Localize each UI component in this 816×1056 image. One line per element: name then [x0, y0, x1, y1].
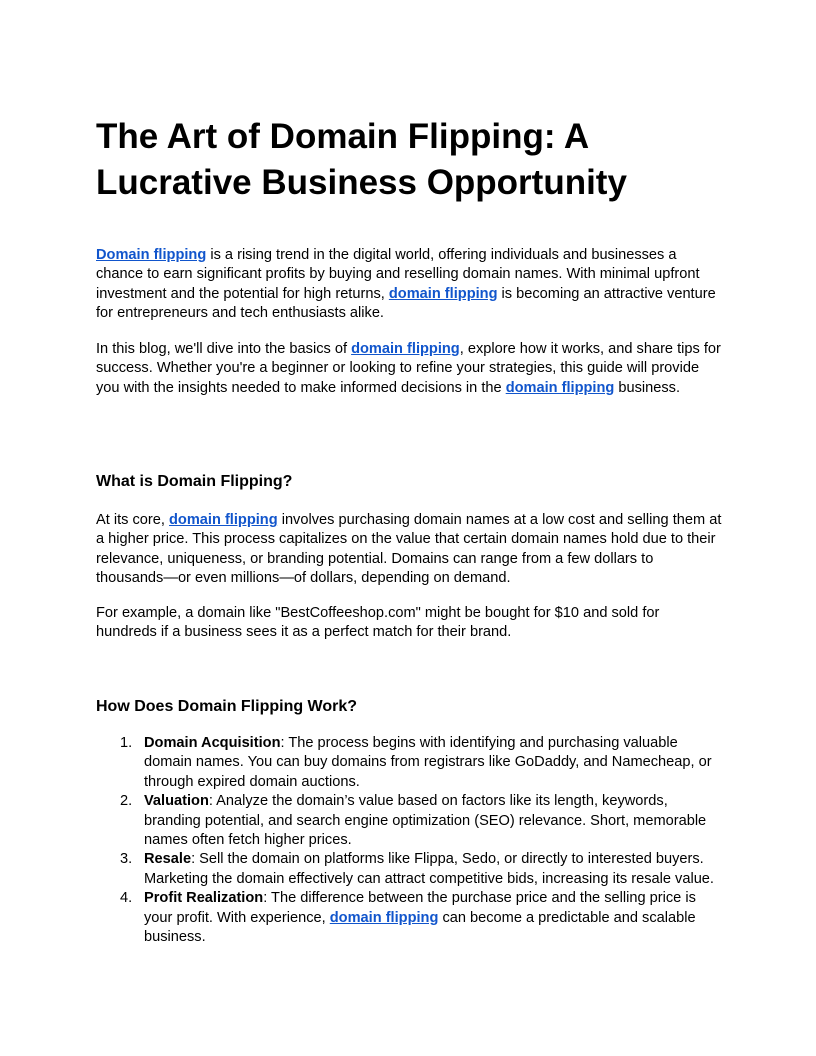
domain-flipping-link[interactable]: domain flipping	[169, 512, 278, 528]
section-heading-what-is: What is Domain Flipping?	[96, 473, 293, 490]
what-is-p1-text-1: At its core,	[96, 512, 169, 528]
list-item-term: Resale	[144, 851, 192, 868]
list-item-term: Profit Realization	[144, 890, 264, 907]
list-item-number: 3.	[120, 851, 133, 868]
list-item	[96, 792, 724, 850]
what-is-paragraph-2: For example, a domain like "BestCoffeeshop.com" might be bought for $10 and sold for hundreds if a business sees it as a perfect match for their brand.	[96, 605, 660, 641]
list-item-term: Domain Acquisition	[144, 735, 281, 751]
intro-p1-text-1: is a rising trend in the digital world, offering individuals and businesses a chance to earn significant profits by buying and reselling domain names. With minimal upfront investment and the potential for high returns,	[96, 247, 700, 302]
intro-paragraph-2	[96, 340, 722, 398]
intro-paragraph-1	[96, 246, 722, 324]
intro-p2-text-1: In this blog, we'll dive into the basics of	[96, 341, 352, 357]
what-is-p1-text-2: involves purchasing domain names at a low cost and selling them at a higher price. This process capitalizes on the value that certain domain names hold due to their relevance, uniqueness, or branding potential. Domains can range from a few dollars to thousands—or even millions—of dollars, depending on demand.	[96, 512, 722, 587]
list-item-number: 2.	[120, 793, 133, 810]
list-item-text: : Sell the domain on platforms like Flippa, Sedo, or directly to interested buyers. Marketing the domain effectively can attract competitive bids, increasing its resale value.	[144, 851, 714, 887]
section-heading-how-it-works: How Does Domain Flipping Work?	[96, 698, 358, 715]
what-is-paragraph-1	[96, 511, 722, 589]
list-item	[96, 850, 724, 889]
domain-flipping-link[interactable]: domain flipping	[329, 909, 439, 926]
list-item-term: Valuation	[144, 793, 209, 810]
steps-list	[96, 734, 724, 947]
intro-p1-text-2: is becoming an attractive venture for entrepreneurs and tech enthusiasts alike.	[96, 285, 716, 322]
list-item-number: 4.	[120, 890, 133, 907]
domain-flipping-link[interactable]: Domain flipping	[96, 247, 207, 263]
domain-flipping-link[interactable]: domain flipping	[388, 285, 498, 302]
list-item-text-after: can become a predictable and scalable business.	[144, 909, 696, 946]
domain-flipping-link[interactable]: domain flipping	[351, 341, 460, 357]
list-item-text: : The process begins with identifying and purchasing valuable domain names. You can buy domains from registrars like GoDaddy, and Namecheap, or through expired domain auctions.	[144, 735, 712, 790]
domain-flipping-link[interactable]: domain flipping	[505, 379, 615, 396]
intro-p2-text-3: business.	[614, 379, 681, 396]
list-item	[96, 734, 724, 792]
list-item-text: : Analyze the domain’s value based on factors like its length, keywords, branding potential, and search engine optimization (SEO) relevance. Short, memorable names often fetch higher prices.	[144, 793, 707, 849]
intro-p2-text-2: , explore how it works, and share tips for success. Whether you're a beginner or looking to refine your strategies, this guide will provide you with the insights needed to make informed decisions in the	[96, 341, 721, 396]
page-title: The Art of Domain Flipping: A Lucrative Business Opportunity	[96, 117, 627, 202]
list-item	[96, 889, 724, 947]
list-item-number: 1.	[120, 735, 133, 751]
list-item-text: : The difference between the purchase price and the selling price is your profit. With experience,	[144, 890, 696, 926]
